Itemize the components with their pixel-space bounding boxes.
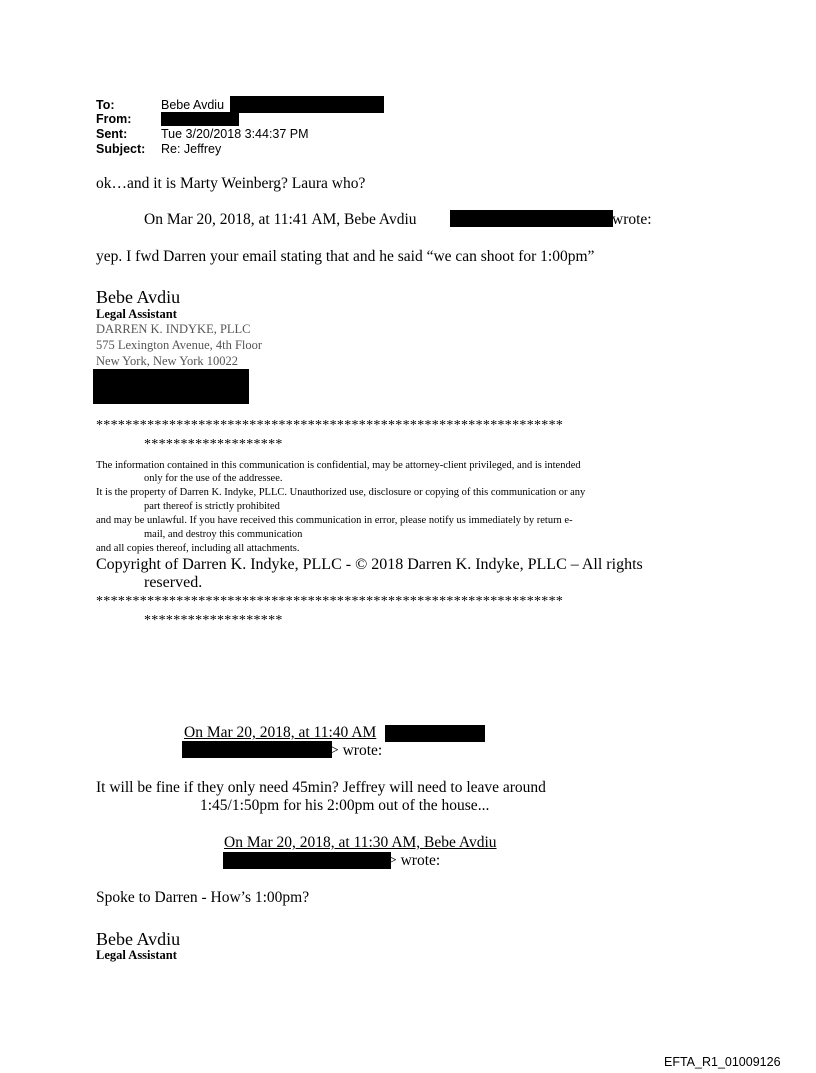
redaction-block (161, 112, 239, 126)
divider-stars: **************************************************************** (96, 594, 564, 609)
quote-intro: On Mar 20, 2018, at 11:40 AM (184, 724, 377, 741)
disclaimer-line: The information contained in this communication is confidential, may be attorney-client privileged, and is intended (96, 460, 581, 471)
to-label: To: (96, 98, 115, 112)
redaction-block (93, 369, 249, 404)
signature-name: Bebe Avdiu (96, 287, 181, 307)
copyright-line: reserved. (144, 574, 203, 591)
disclaimer-line: and may be unlawful. If you have received this communication in error, please notify us immediately by return e- (96, 515, 573, 526)
disclaimer-line: only for the use of the addressee. (144, 473, 283, 484)
quote-wrote: > wrote: (388, 852, 441, 869)
disclaimer-line: It is the property of Darren K. Indyke, PLLC. Unauthorized use, disclosure or copying of this communication or any (96, 487, 586, 498)
subject-label: Subject: (96, 142, 146, 156)
divider-stars: ******************* (144, 613, 283, 628)
quote-wrote: wrote: (612, 211, 652, 228)
redaction-block (385, 725, 485, 742)
from-label: From: (96, 112, 132, 126)
signature-address-2: New York, New York 10022 (96, 354, 239, 368)
disclaimer-line: part thereof is strictly prohibited (144, 501, 280, 512)
quote-body: 1:45/1:50pm for his 2:00pm out of the house... (200, 797, 490, 814)
quote-intro: On Mar 20, 2018, at 11:41 AM, Bebe Avdiu (144, 211, 417, 228)
divider-stars: **************************************************************** (96, 418, 564, 433)
signature-name: Bebe Avdiu (96, 929, 181, 949)
disclaimer-line: mail, and destroy this communication (144, 529, 303, 540)
quote-intro: On Mar 20, 2018, at 11:30 AM, Bebe Avdiu (224, 834, 497, 851)
quote-body: It will be fine if they only need 45min? Jeffrey will need to leave around (96, 779, 546, 796)
quote-body: Spoke to Darren - How’s 1:00pm? (96, 889, 310, 906)
message-body: ok…and it is Marty Weinberg? Laura who? (96, 175, 366, 192)
to-value: Bebe Avdiu (161, 98, 225, 112)
document-id: EFTA_R1_01009126 (664, 1055, 781, 1069)
divider-stars: ******************* (144, 437, 283, 452)
signature-title: Legal Assistant (96, 948, 177, 962)
copyright-line: Copyright of Darren K. Indyke, PLLC - © 2018 Darren K. Indyke, PLLC – All rights (96, 556, 643, 573)
redaction-block (223, 852, 391, 869)
signature-address-1: 575 Lexington Avenue, 4th Floor (96, 338, 263, 352)
redaction-block (182, 741, 332, 758)
sent-label: Sent: (96, 127, 128, 141)
redaction-block (230, 96, 384, 113)
quote-wrote: > wrote: (330, 742, 383, 759)
quote-body: yep. I fwd Darren your email stating that and he said “we can shoot for 1:00pm” (96, 248, 595, 265)
sent-value: Tue 3/20/2018 3:44:37 PM (161, 127, 309, 141)
redaction-block (450, 210, 613, 227)
signature-title: Legal Assistant (96, 307, 177, 321)
signature-firm: DARREN K. INDYKE, PLLC (96, 322, 251, 336)
disclaimer-line: and all copies thereof, including all attachments. (96, 543, 300, 554)
subject-value: Re: Jeffrey (161, 142, 222, 156)
